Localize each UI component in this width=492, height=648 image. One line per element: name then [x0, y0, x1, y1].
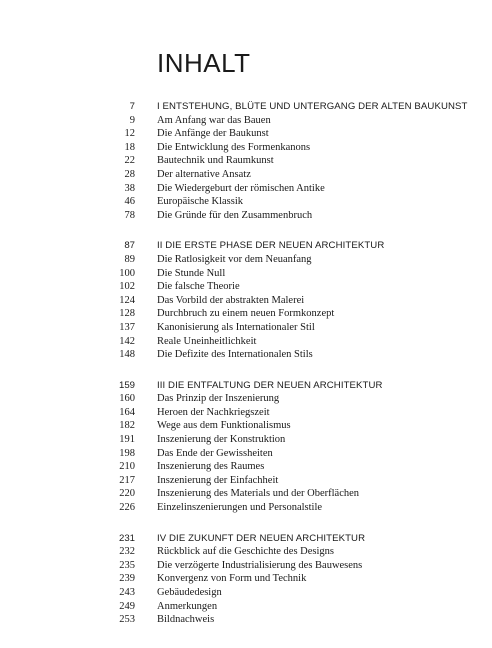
toc-chapter-title: III DIE ENTFALTUNG DER NEUEN ARCHITEKTUR: [157, 379, 383, 391]
toc-entry-title: Reale Uneinheitlichkeit: [157, 335, 257, 347]
toc-entry: [0, 127, 492, 141]
toc-page-number: 102: [119, 281, 135, 293]
toc-entry-title: Einzelinszenierungen und Personalstile: [157, 502, 323, 514]
toc-page-number: 253: [119, 614, 135, 626]
toc-entry: [0, 141, 492, 155]
toc-page-number: 249: [119, 600, 135, 612]
toc-entry: [0, 335, 492, 349]
toc-entry-title: Die Gründe für den Zusammenbruch: [157, 209, 313, 221]
toc-page-number: 159: [118, 379, 135, 391]
toc-page-number: 160: [119, 393, 135, 405]
toc-entry: [0, 501, 492, 515]
toc-entry: [0, 253, 492, 267]
toc-entry: [0, 545, 492, 559]
toc-page-number: 89: [124, 253, 135, 265]
toc-entry: [0, 392, 492, 406]
toc-page-number: 220: [119, 488, 135, 500]
toc-entry-title: Die Ratlosigkeit vor dem Neuanfang: [157, 253, 312, 265]
toc-page-number: 38: [124, 182, 135, 194]
toc-page-number: 148: [119, 349, 135, 361]
toc-entry-title: Rückblick auf die Geschichte des Designs: [157, 546, 334, 558]
toc-entry: [0, 195, 492, 209]
toc-entry-title: Das Ende der Gewissheiten: [157, 447, 273, 459]
toc-entry: [0, 613, 492, 627]
toc-entry: [0, 168, 492, 182]
toc-entry-title: Wege aus dem Funktionalismus: [157, 420, 291, 432]
toc-entry-title: Bildnachweis: [157, 614, 215, 626]
toc-entry: [0, 114, 492, 128]
toc-page-number: 235: [119, 559, 135, 571]
toc-entry: [0, 433, 492, 447]
toc-page-number: 191: [119, 434, 135, 446]
toc-section: [0, 532, 492, 627]
toc-entry: [0, 474, 492, 488]
toc-entry-title: Die Entwicklung des Formenkanons: [157, 141, 311, 153]
toc-entry: [0, 280, 492, 294]
toc-entry: [0, 586, 492, 600]
toc-entry-title: Inszenierung der Konstruktion: [157, 434, 286, 446]
table-of-contents: [0, 100, 492, 644]
toc-page-number: 9: [129, 114, 135, 126]
toc-entry-title: Konvergenz von Form und Technik: [157, 573, 307, 585]
toc-chapter-heading: [0, 379, 492, 393]
toc-entry-title: Die falsche Theorie: [157, 281, 240, 293]
toc-section: [0, 239, 492, 361]
toc-entry-title: Inszenierung des Raumes: [157, 461, 265, 473]
toc-entry: [0, 406, 492, 420]
toc-entry: [0, 294, 492, 308]
toc-page-number: 7: [129, 101, 135, 112]
toc-entry: [0, 182, 492, 196]
toc-chapter-title: II DIE ERSTE PHASE DER NEUEN ARCHITEKTUR: [157, 240, 385, 252]
page-title: INHALT: [157, 48, 251, 78]
toc-chapter-heading: [0, 239, 492, 253]
toc-entry-title: Anmerkungen: [157, 600, 218, 612]
toc-page-number: 239: [119, 573, 135, 585]
toc-entry-title: Durchbruch zu einem neuen Formkonzept: [157, 308, 335, 320]
toc-entry-title: Der alternative Ansatz: [157, 168, 251, 180]
toc-entry: [0, 600, 492, 614]
toc-page-number: 18: [124, 141, 135, 153]
toc-chapter-title: I ENTSTEHUNG, BLÜTE UND UNTERGANG DER ALTEN BAUKUNST: [157, 101, 468, 112]
toc-page-number: 164: [119, 406, 135, 418]
toc-chapter-heading: [0, 100, 492, 114]
toc-entry: [0, 460, 492, 474]
toc-chapter-heading: [0, 532, 492, 546]
toc-page-number: 142: [119, 335, 135, 347]
toc-entry-title: Europäische Klassik: [157, 196, 244, 208]
toc-entry-title: Die verzögerte Industrialisierung des Bauwesens: [157, 559, 363, 571]
toc-entry: [0, 419, 492, 433]
toc-entry-title: Inszenierung der Einfachheit: [157, 474, 279, 486]
toc-entry-title: Die Wiedergeburt der römischen Antike: [157, 182, 325, 194]
toc-entry: [0, 559, 492, 573]
toc-entry: [0, 307, 492, 321]
toc-page-number: 210: [119, 461, 135, 473]
toc-page-number: 226: [119, 502, 135, 514]
toc-entry-title: Die Defizite des Internationalen Stils: [157, 349, 313, 361]
toc-section: [0, 100, 492, 222]
toc-entry-title: Inszenierung des Materials und der Oberflächen: [157, 488, 360, 500]
toc-entry-title: Bautechnik und Raumkunst: [157, 155, 274, 167]
toc-entry-title: Die Stunde Null: [157, 267, 226, 279]
toc-page-number: 124: [119, 294, 135, 306]
toc-page-number: 46: [124, 196, 135, 208]
toc-page-number: 198: [119, 447, 135, 459]
toc-entry: [0, 572, 492, 586]
toc-entry-title: Das Vorbild der abstrakten Malerei: [157, 294, 305, 306]
toc-page-number: 128: [119, 308, 135, 320]
toc-page-number: 243: [119, 587, 135, 598]
toc-section: [0, 379, 492, 515]
toc-entry: [0, 209, 492, 223]
toc-entry: [0, 154, 492, 168]
toc-page-number: 78: [124, 209, 135, 221]
toc-page-number: 87: [124, 240, 135, 252]
toc-entry-title: Das Prinzip der Inszenierung: [157, 393, 280, 405]
toc-entry: [0, 487, 492, 501]
toc-page-number: 100: [119, 267, 135, 279]
toc-entry-title: Am Anfang war das Bauen: [157, 114, 271, 126]
toc-entry-title: Kanonisierung als Internationaler Stil: [157, 321, 315, 333]
toc-entry: [0, 447, 492, 461]
toc-page-number: 182: [119, 420, 135, 432]
toc-page-number: 232: [119, 546, 135, 558]
toc-page-number: 231: [118, 532, 135, 544]
toc-chapter-title: IV DIE ZUKUNFT DER NEUEN ARCHITEKTUR: [157, 532, 366, 544]
toc-entry: [0, 348, 492, 362]
toc-page-number: 28: [124, 168, 135, 180]
toc-page-number: 137: [119, 321, 135, 333]
toc-entry: [0, 321, 492, 335]
toc-entry-title: Die Anfänge der Baukunst: [157, 128, 269, 140]
toc-entry-title: Heroen der Nachkriegszeit: [157, 406, 270, 418]
toc-entry-title: Gebäudedesign: [157, 587, 222, 598]
toc-page-number: 217: [119, 474, 135, 486]
toc-page-number: 12: [124, 128, 135, 140]
toc-page-number: 22: [124, 155, 135, 167]
toc-entry: [0, 267, 492, 281]
